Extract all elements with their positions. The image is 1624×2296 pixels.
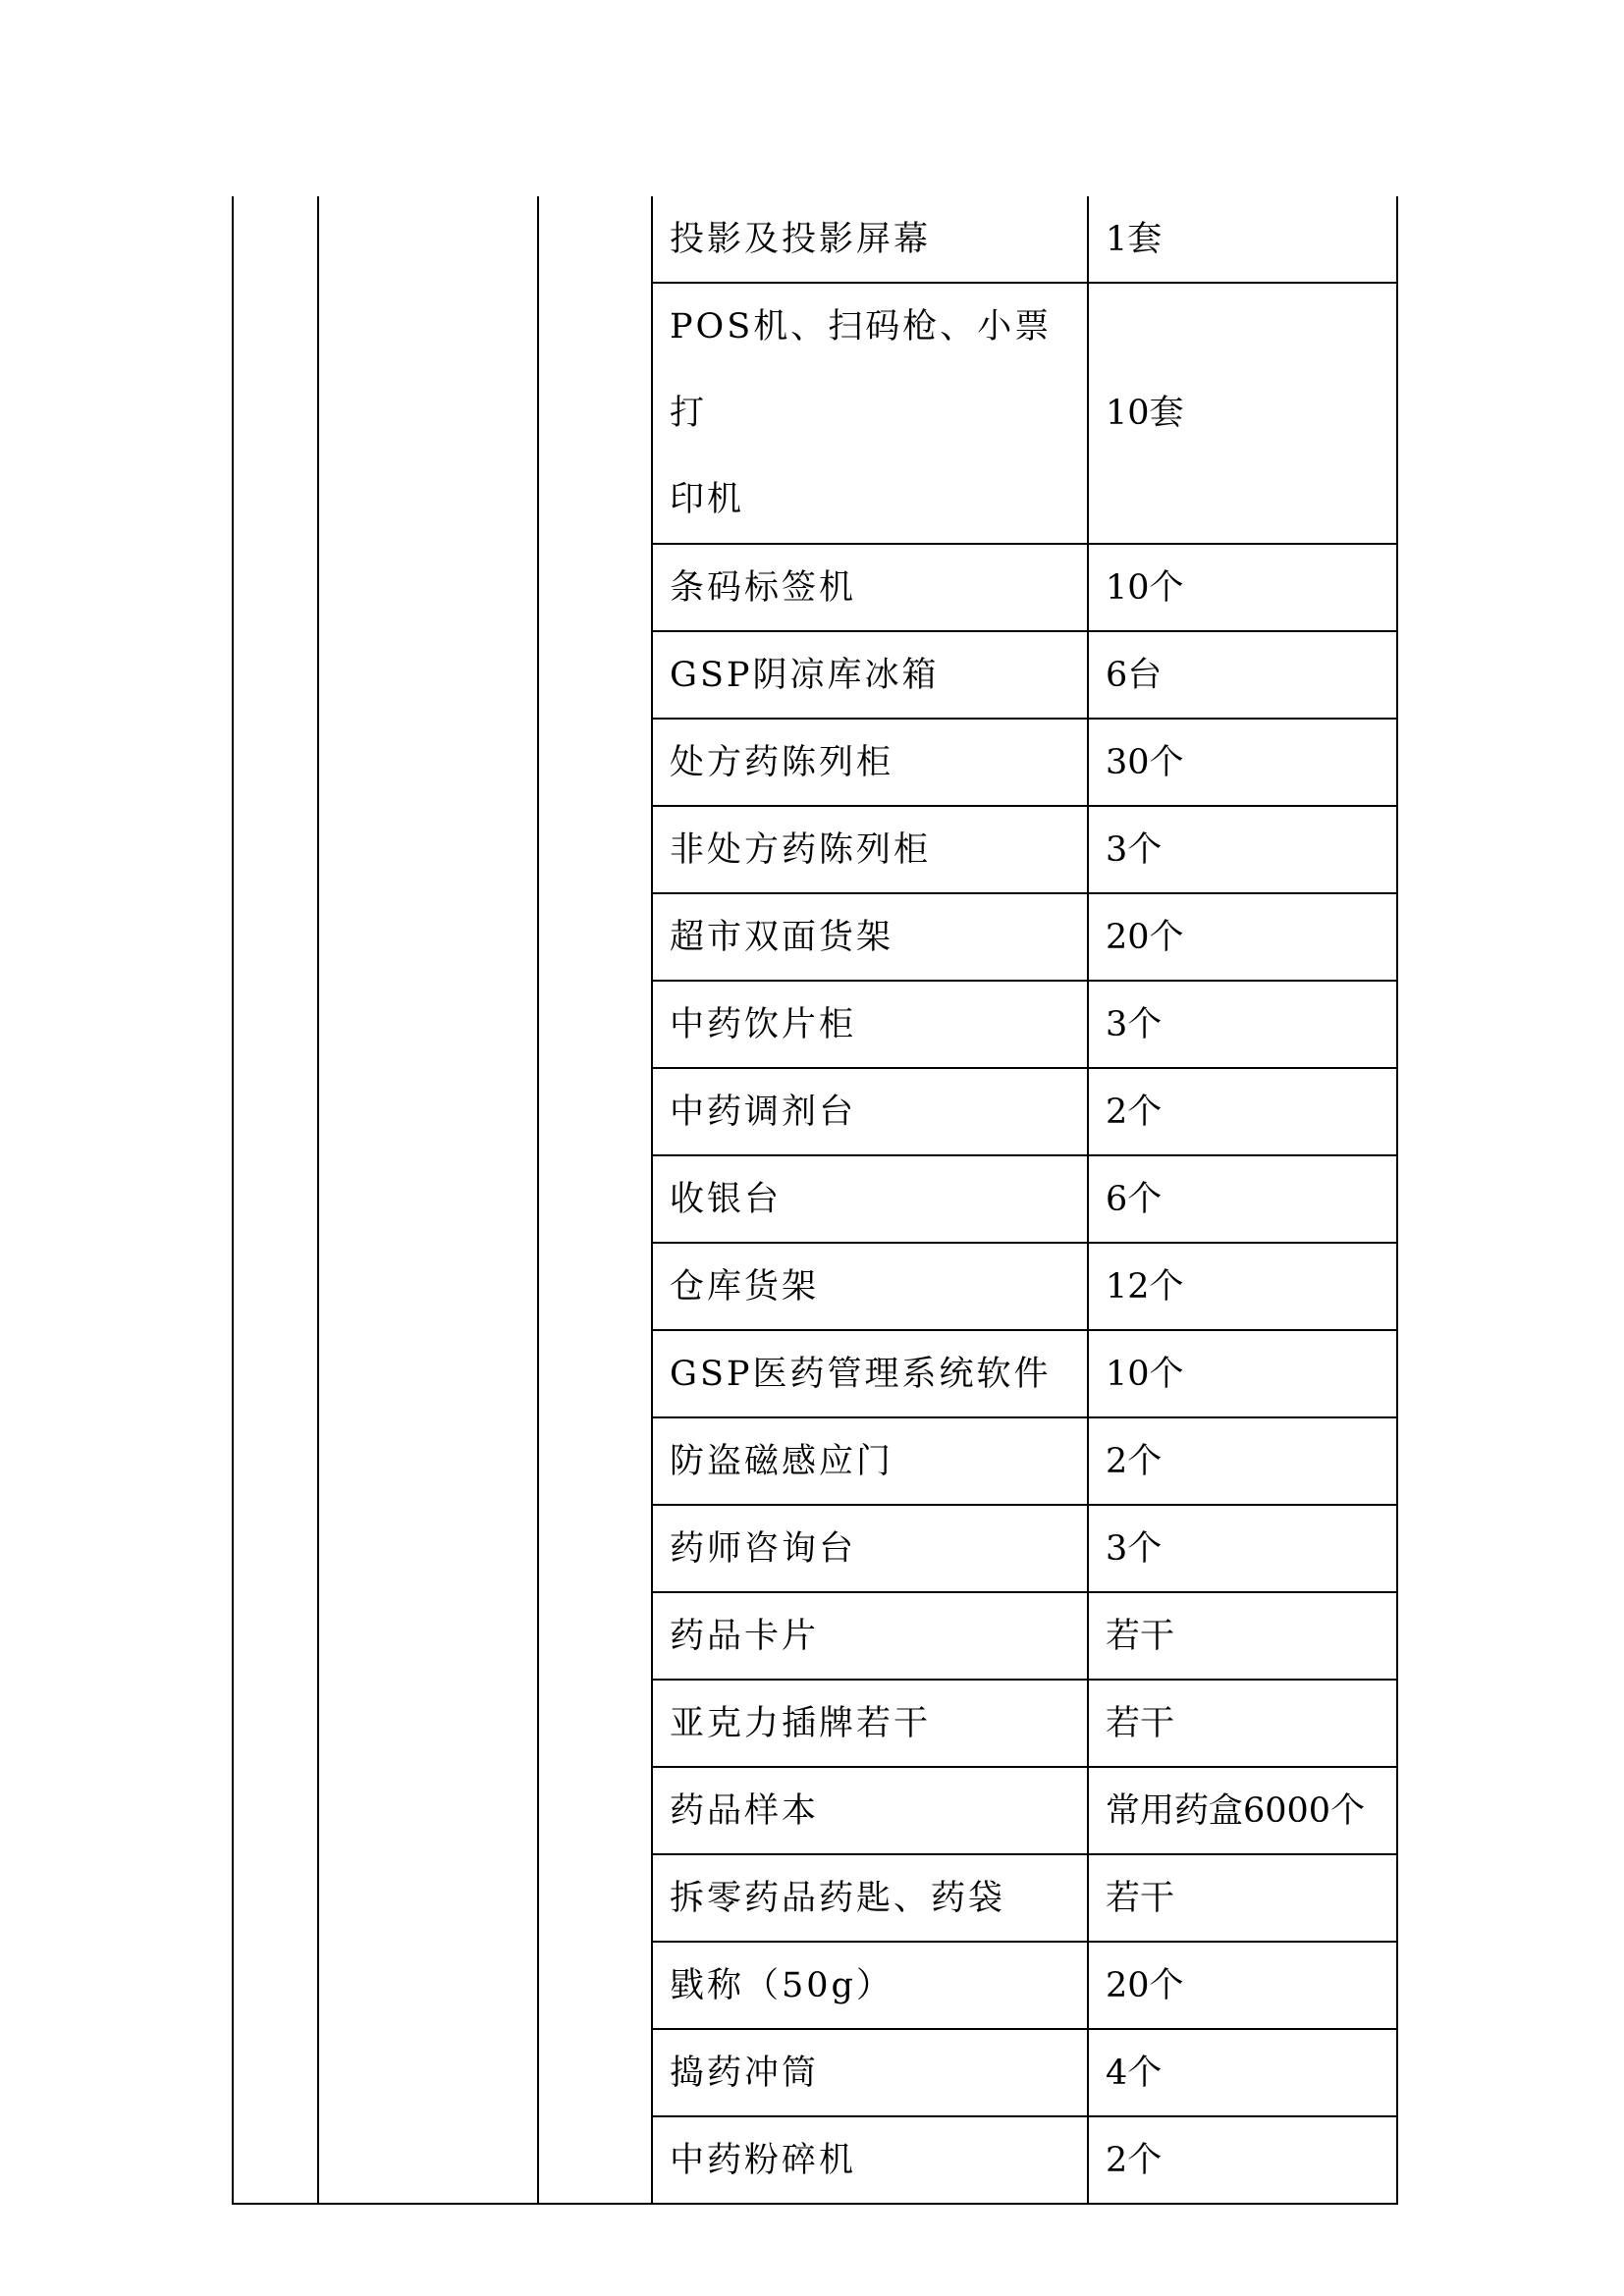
quantity-cell: 10套 bbox=[1088, 283, 1397, 544]
device-name-cell: 条码标签机 bbox=[652, 544, 1088, 631]
device-name-cell: GSP阴凉库冰箱 bbox=[652, 631, 1088, 719]
table-body bbox=[233, 196, 1397, 2204]
device-name-cell: 中药粉碎机 bbox=[652, 2116, 1088, 2204]
device-name-cell: 药师咨询台 bbox=[652, 1505, 1088, 1592]
device-name-cell: 药品样本 bbox=[652, 1767, 1088, 1854]
quantity-cell: 20个 bbox=[1088, 1942, 1397, 2029]
quantity-cell: 2个 bbox=[1088, 1068, 1397, 1155]
device-name-cell: 亚克力插牌若干 bbox=[652, 1680, 1088, 1767]
quantity-cell: 若干 bbox=[1088, 1854, 1397, 1942]
quantity-cell: 常用药盒6000个 bbox=[1088, 1767, 1397, 1854]
device-name-cell: 拆零药品药匙、药袋 bbox=[652, 1854, 1088, 1942]
device-name-line: 印机 bbox=[670, 480, 745, 519]
quantity-cell: 30个 bbox=[1088, 719, 1397, 806]
device-name-cell: 戥称（50g） bbox=[652, 1942, 1088, 2029]
device-name-line: POS机、扫码枪、小票打 bbox=[670, 307, 1053, 433]
quantity-cell: 若干 bbox=[1088, 1680, 1397, 1767]
quantity-cell: 3个 bbox=[1088, 1505, 1397, 1592]
device-name-cell: GSP医药管理系统软件 bbox=[652, 1330, 1088, 1417]
device-name-cell: 非处方药陈列柜 bbox=[652, 806, 1088, 893]
quantity-cell: 6台 bbox=[1088, 631, 1397, 719]
equipment-table bbox=[232, 196, 1398, 2205]
quantity-cell: 若干 bbox=[1088, 1592, 1397, 1680]
quantity-cell: 10个 bbox=[1088, 1330, 1397, 1417]
device-name-cell: 中药调剂台 bbox=[652, 1068, 1088, 1155]
quantity-cell: 2个 bbox=[1088, 2116, 1397, 2204]
quantity-cell: 2个 bbox=[1088, 1417, 1397, 1505]
device-name-cell: 捣药冲筒 bbox=[652, 2029, 1088, 2116]
device-name-cell: 药品卡片 bbox=[652, 1592, 1088, 1680]
quantity-cell: 3个 bbox=[1088, 981, 1397, 1068]
device-name-cell: 仓库货架 bbox=[652, 1243, 1088, 1330]
quantity-cell: 3个 bbox=[1088, 806, 1397, 893]
quantity-cell: 20个 bbox=[1088, 893, 1397, 981]
table-row bbox=[233, 196, 1397, 283]
blank-cell-3 bbox=[538, 196, 652, 2204]
quantity-cell: 6个 bbox=[1088, 1155, 1397, 1243]
quantity-cell: 4个 bbox=[1088, 2029, 1397, 2116]
device-name-cell bbox=[652, 283, 1088, 544]
blank-cell-2 bbox=[318, 196, 538, 2204]
quantity-cell: 1套 bbox=[1088, 196, 1397, 283]
blank-cell-1 bbox=[233, 196, 318, 2204]
device-name-cell: 超市双面货架 bbox=[652, 893, 1088, 981]
device-name-cell: 中药饮片柜 bbox=[652, 981, 1088, 1068]
device-name-cell: 处方药陈列柜 bbox=[652, 719, 1088, 806]
quantity-cell: 10个 bbox=[1088, 544, 1397, 631]
device-name-cell: 防盗磁感应门 bbox=[652, 1417, 1088, 1505]
device-name-cell: 收银台 bbox=[652, 1155, 1088, 1243]
quantity-cell: 12个 bbox=[1088, 1243, 1397, 1330]
device-name-cell: 投影及投影屏幕 bbox=[652, 196, 1088, 283]
